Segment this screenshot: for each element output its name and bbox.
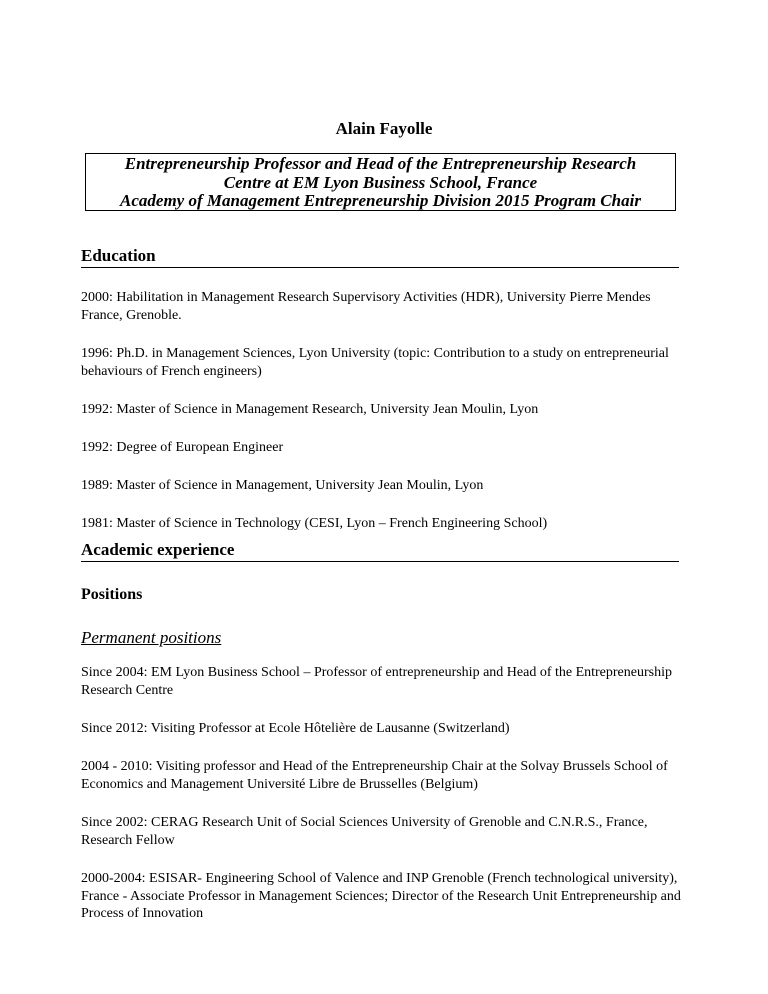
academic-heading: Academic experience — [81, 540, 679, 562]
title-box — [85, 153, 676, 211]
position-item: Since 2004: EM Lyon Business School – Professor of entrepreneurship and Head of the Entrepreneurship Research Centre — [81, 665, 672, 698]
education-item: 2000: Habilitation in Management Research Supervisory Activities (HDR), University Pierre Mendes France, Grenoble. — [81, 290, 651, 323]
author-name: Alain Fayolle — [335, 119, 433, 138]
title-line: Centre at EM Lyon Business School, France — [223, 172, 538, 192]
education-item: 1992: Degree of European Engineer — [81, 440, 284, 455]
position-item: 2004 - 2010: Visiting professor and Head of the Entrepreneurship Chair at the Solvay Brussels School of Economics and Management Université Libre de Brusselles (Belgium) — [81, 759, 668, 792]
education-item: 1981: Master of Science in Technology (CESI, Lyon – French Engineering School) — [81, 516, 548, 531]
position-item: Since 2012: Visiting Professor at Ecole Hôtelière de Lausanne (Switzerland) — [81, 721, 510, 736]
permanent-positions-heading: Permanent positions — [81, 628, 222, 647]
position-item: Since 2002: CERAG Research Unit of Social Sciences University of Grenoble and C.N.R.S., France, Research Fellow — [81, 815, 648, 848]
title-line: Entrepreneurship Professor and Head of the Entrepreneurship Research — [124, 154, 637, 173]
title-line: Academy of Management Entrepreneurship Division 2015 Program Chair — [120, 191, 641, 210]
education-heading: Education — [81, 246, 679, 268]
positions-heading: Positions — [81, 586, 143, 603]
education-item: 1992: Master of Science in Management Research, University Jean Moulin, Lyon — [81, 402, 539, 417]
education-item: 1989: Master of Science in Management, University Jean Moulin, Lyon — [81, 478, 484, 493]
position-item: 2000-2004: ESISAR- Engineering School of Valence and INP Grenoble (French technological university), France - Associate Professor in Management Sciences; Director of the Research Unit Entrepreneurship and Process of Innovation — [81, 871, 681, 921]
education-item: 1996: Ph.D. in Management Sciences, Lyon University (topic: Contribution to a study on entrepreneurial behaviours of French engineers) — [81, 346, 669, 379]
